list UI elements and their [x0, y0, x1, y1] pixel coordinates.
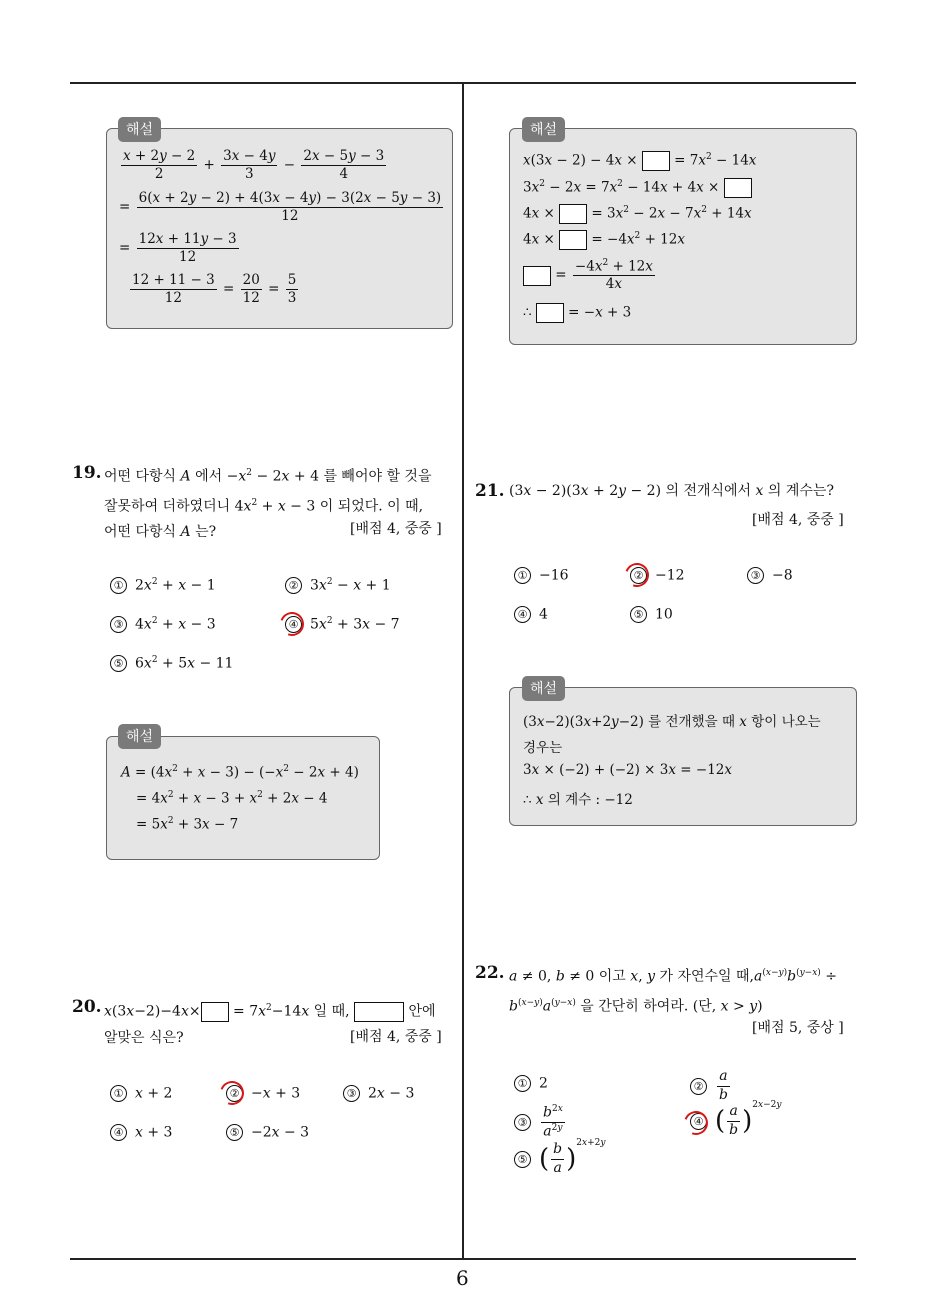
solution-18-line1: $\frac{x + 2y - 2}{2}$ + $\frac{3x - 4y}{3}$ − $\frac{2x - 5y - 3}{4}$ — [123, 148, 385, 182]
q21-option-3[interactable]: ③ −8 — [747, 567, 793, 584]
q19-option-1[interactable]: ① $2x^2 + x - 1$ — [110, 577, 216, 594]
q22-option-4[interactable]: ④ ( $\frac{a}{b}$ )$^{2x-2y}$ — [690, 1100, 781, 1139]
q22-option-2[interactable]: ② $\frac{a}{b}$ — [690, 1068, 732, 1104]
solution-21-line4: ∴ x 의 계수 : −12 — [523, 792, 633, 808]
q19-option-4[interactable]: ④ $5x^2 + 3x - 7$ — [285, 616, 400, 633]
q22-option-5[interactable]: ⑤ ( $\frac{b}{a}$ )$^{2x+2y}$ — [514, 1138, 605, 1177]
q22-option-3[interactable]: ③ $\frac{b^{2x}}{a^{2y}}$ — [514, 1104, 567, 1141]
solution-19-line2: = $4x^2 + x - 3 + x^2 + 2x - 4$ — [136, 790, 328, 807]
q20-option-4[interactable]: ④ x + 3 — [110, 1124, 172, 1141]
q21-option-5[interactable]: ⑤ 10 — [630, 606, 673, 623]
solution-label: 해설 — [118, 724, 161, 749]
solution-19-line1: $A = (4x^2 + x - 3) - (-x^2 - 2x + 4)$ — [121, 764, 359, 781]
solution-21-line1: (3x−2)(3x+2y−2) 를 전개했을 때 x 항이 나오는 — [523, 714, 821, 730]
question-19-text: 어떤 다항식 A 에서 $-x^2 - 2x + 4$ 를 빼어야 할 것을 잘못하여 더하였더니 $4x^2 + x - 3$ 이 되었다. 이 때, 어떤 다항식 A 는? — [104, 468, 432, 541]
question-21-score: [배점 4, 중중 ] — [752, 512, 844, 528]
question-21-text: (3x − 2)(3x + 2y − 2) 의 전개식에서 x 의 계수는? — [509, 483, 834, 499]
solution-20-line2: $3x^2 - 2x = 7x^2 - 14x + 4x$ × — [523, 178, 752, 198]
solution-20-line3: 4x × = $3x^2 - 2x - 7x^2 + 14x$ — [523, 204, 752, 224]
q21-option-2[interactable]: ② −12 — [630, 567, 685, 584]
solution-18-line4: $\frac{12 + 11 - 3}{12}$ = $\frac{20}{12}$ = $\frac{5}{3}$ — [132, 272, 297, 306]
question-21-number: 21. — [475, 481, 505, 501]
q21-option-4[interactable]: ④ 4 — [514, 606, 548, 623]
q19-option-3[interactable]: ③ $4x^2 + x - 3$ — [110, 616, 216, 633]
solution-20-line1: x(3x − 2) − 4x × = $7x^2 - 14x$ — [523, 151, 756, 171]
solution-21-line3: 3x × (−2) + (−2) × 3x = −12x — [523, 762, 732, 778]
q19-option-2[interactable]: ② $3x^2 - x + 1$ — [285, 577, 391, 594]
solution-label: 해설 — [522, 117, 565, 142]
question-19-score: [배점 4, 중중 ] — [350, 521, 442, 537]
solution-20-line4: 4x × = $-4x^2 + 12x$ — [523, 230, 685, 250]
q20-option-3[interactable]: ③ 2x − 3 — [343, 1085, 414, 1102]
answer-mark-q19 — [276, 608, 308, 640]
q19-option-5[interactable]: ⑤ $6x^2 + 5x - 11$ — [110, 655, 233, 672]
column-divider — [462, 84, 464, 1258]
question-19-number: 19. — [72, 463, 102, 483]
solution-20-line6: ∴ = −x + 3 — [523, 303, 631, 323]
question-22-number: 22. — [475, 963, 505, 983]
solution-20-line5: = $\frac{-4x^2 + 12x}{4x}$ — [523, 258, 657, 293]
solution-18-line3: = $\frac{12x + 11y - 3}{12}$ — [119, 231, 237, 265]
bottom-rule — [70, 1258, 856, 1260]
question-20-number: 20. — [72, 997, 102, 1017]
solution-label: 해설 — [118, 117, 161, 142]
solution-19-line3: = $5x^2 + 3x - 7$ — [136, 816, 239, 833]
answer-mark-q21 — [621, 559, 653, 591]
page-number: 6 — [456, 1266, 469, 1290]
q22-option-1[interactable]: ① 2 — [514, 1075, 548, 1092]
question-22-score: [배점 5, 중상 ] — [752, 1020, 844, 1036]
solution-18-line2: = $\frac{6(x + 2y - 2) + 4(3x - 4y) - 3(2x - 5y - 3)}{12}$ — [119, 190, 442, 224]
q20-option-1[interactable]: ① x + 2 — [110, 1085, 172, 1102]
question-20-text: $x(3x-2)-4x\times = 7x^2-14x$ 일 때, 안에 알맞은 식은? — [104, 1003, 436, 1046]
solution-21-line2: 경우는 — [523, 740, 563, 756]
question-22-text: a ≠ 0, b ≠ 0 이고 x, y 가 자연수일 때$,a^{(x-y)}b^{(y-x)}$ ÷ $b^{(x-y)}a^{(y-x)}$ 을 간단히 하여라. (단, x > y) — [509, 968, 837, 1015]
answer-mark-q20 — [216, 1077, 248, 1109]
q20-option-2[interactable]: ② −x + 3 — [226, 1085, 300, 1102]
q21-option-1[interactable]: ① −16 — [514, 567, 569, 584]
q20-option-5[interactable]: ⑤ −2x − 3 — [226, 1124, 309, 1141]
solution-label: 해설 — [522, 676, 565, 701]
question-20-score: [배점 4, 중중 ] — [350, 1029, 442, 1045]
